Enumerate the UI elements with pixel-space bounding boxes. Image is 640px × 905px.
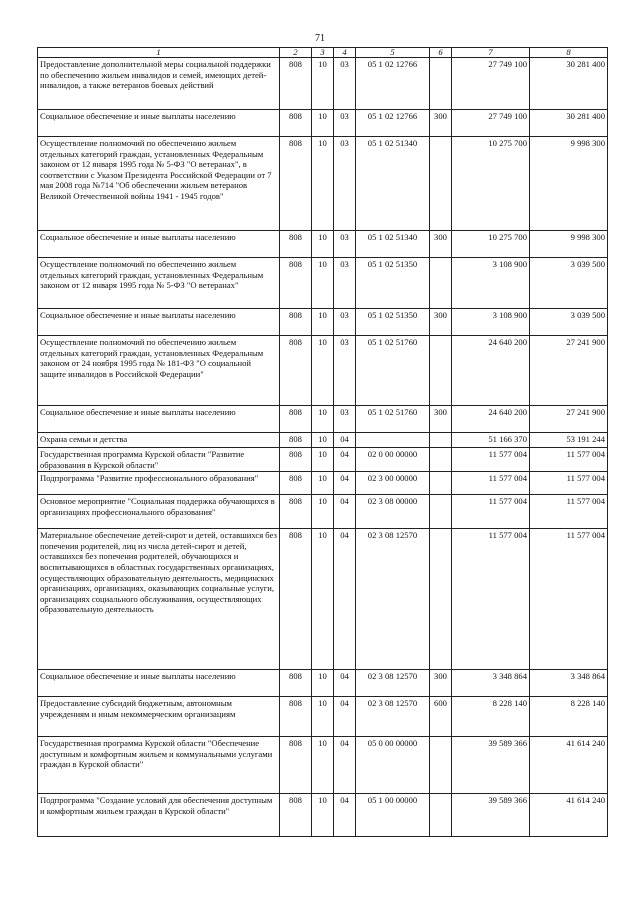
section-code: 10	[312, 336, 334, 406]
expense-type-code	[430, 794, 452, 837]
amount-year-2: 11 577 004	[530, 448, 608, 472]
subsection-code: 03	[334, 406, 356, 433]
expense-type-code	[430, 737, 452, 794]
target-article-code: 02 0 00 00000	[356, 448, 430, 472]
target-article-code: 02 3 00 00000	[356, 472, 430, 495]
section-code: 10	[312, 670, 334, 697]
ministry-code: 808	[280, 794, 312, 837]
expense-type-code	[430, 529, 452, 670]
section-code: 10	[312, 137, 334, 231]
table-row	[38, 433, 608, 448]
table-row	[38, 472, 608, 495]
section-code: 10	[312, 231, 334, 258]
expense-type-code	[430, 58, 452, 110]
budget-table	[37, 47, 608, 837]
subsection-code: 03	[334, 336, 356, 406]
row-description: Подпрограмма "Создание условий для обеспечения доступным и комфортным жильем граждан в Курской области"	[38, 794, 280, 837]
amount-year-1: 24 640 200	[452, 406, 530, 433]
amount-year-1: 10 275 700	[452, 231, 530, 258]
amount-year-2: 11 577 004	[530, 529, 608, 670]
section-code: 10	[312, 794, 334, 837]
amount-year-1: 11 577 004	[452, 472, 530, 495]
ministry-code: 808	[280, 258, 312, 309]
section-code: 10	[312, 529, 334, 670]
section-code: 10	[312, 309, 334, 336]
amount-year-1: 3 108 900	[452, 309, 530, 336]
expense-type-code: 300	[430, 670, 452, 697]
table-row	[38, 110, 608, 137]
column-header: 2	[280, 48, 312, 58]
subsection-code: 04	[334, 794, 356, 837]
amount-year-1: 11 577 004	[452, 448, 530, 472]
table-row	[38, 495, 608, 529]
amount-year-2: 11 577 004	[530, 495, 608, 529]
amount-year-2: 9 998 300	[530, 231, 608, 258]
amount-year-2: 27 241 900	[530, 406, 608, 433]
section-code: 10	[312, 697, 334, 737]
target-article-code: 02 3 08 12570	[356, 697, 430, 737]
ministry-code: 808	[280, 406, 312, 433]
amount-year-2: 3 348 864	[530, 670, 608, 697]
section-code: 10	[312, 737, 334, 794]
target-article-code: 05 1 02 51760	[356, 406, 430, 433]
row-description: Социальное обеспечение и иные выплаты населению	[38, 406, 280, 433]
ministry-code: 808	[280, 697, 312, 737]
subsection-code: 03	[334, 110, 356, 137]
expense-type-code: 300	[430, 309, 452, 336]
amount-year-2: 41 614 240	[530, 794, 608, 837]
section-code: 10	[312, 433, 334, 448]
section-code: 10	[312, 495, 334, 529]
expense-type-code	[430, 433, 452, 448]
row-description: Материальное обеспечение детей-сирот и детей, оставшихся без попечения родителей, лиц из числа детей-сирот и детей, оставшихся без попечения родителей, обучающихся и воспитывающихся в областных государственных организациях, осуществляющих образовательную деятельность, медицинских организациях, организациях, оказывающих социальные услуги, организациях социального обслуживания, осуществляющих образовательную деятельность	[38, 529, 280, 670]
row-description: Осуществление полномочий по обеспечению жильем отдельных категорий граждан, установленных Федеральным законом от 12 января 1995 года № 5-ФЗ "О ветеранах", в соответствии с Указом Президента Российской Федерации от 7 мая 2008 года №714 "Об обеспечении жильем ветеранов Великой Отечественной войны 1941 - 1945 годов"	[38, 137, 280, 231]
subsection-code: 03	[334, 58, 356, 110]
table-row	[38, 670, 608, 697]
ministry-code: 808	[280, 336, 312, 406]
amount-year-2: 30 281 400	[530, 58, 608, 110]
subsection-code: 03	[334, 258, 356, 309]
subsection-code: 03	[334, 231, 356, 258]
column-header: 8	[530, 48, 608, 58]
subsection-code: 04	[334, 670, 356, 697]
expense-type-code: 300	[430, 406, 452, 433]
ministry-code: 808	[280, 495, 312, 529]
ministry-code: 808	[280, 110, 312, 137]
column-header: 7	[452, 48, 530, 58]
table-row	[38, 448, 608, 472]
table-row	[38, 529, 608, 670]
amount-year-1: 27 749 100	[452, 110, 530, 137]
subsection-code: 03	[334, 137, 356, 231]
amount-year-1: 27 749 100	[452, 58, 530, 110]
ministry-code: 808	[280, 433, 312, 448]
target-article-code: 05 1 00 00000	[356, 794, 430, 837]
ministry-code: 808	[280, 737, 312, 794]
column-header: 1	[38, 48, 280, 58]
row-description: Охрана семьи и детства	[38, 433, 280, 448]
ministry-code: 808	[280, 58, 312, 110]
column-header-row	[38, 48, 608, 58]
row-description: Социальное обеспечение и иные выплаты населению	[38, 670, 280, 697]
table-row	[38, 137, 608, 231]
subsection-code: 03	[334, 309, 356, 336]
amount-year-1: 11 577 004	[452, 529, 530, 670]
subsection-code: 04	[334, 433, 356, 448]
expense-type-code	[430, 495, 452, 529]
ministry-code: 808	[280, 448, 312, 472]
ministry-code: 808	[280, 231, 312, 258]
target-article-code: 05 1 02 51760	[356, 336, 430, 406]
amount-year-1: 8 228 140	[452, 697, 530, 737]
amount-year-2: 27 241 900	[530, 336, 608, 406]
column-header: 6	[430, 48, 452, 58]
amount-year-2: 30 281 400	[530, 110, 608, 137]
row-description: Государственная программа Курской области "Обеспечение доступным и комфортным жильем и коммунальными услугами граждан в Курской области"	[38, 737, 280, 794]
amount-year-2: 3 039 500	[530, 258, 608, 309]
ministry-code: 808	[280, 472, 312, 495]
table-row	[38, 794, 608, 837]
expense-type-code	[430, 448, 452, 472]
target-article-code: 05 1 02 51350	[356, 309, 430, 336]
ministry-code: 808	[280, 309, 312, 336]
amount-year-2: 3 039 500	[530, 309, 608, 336]
target-article-code: 02 3 08 12570	[356, 529, 430, 670]
amount-year-1: 10 275 700	[452, 137, 530, 231]
ministry-code: 808	[280, 137, 312, 231]
page-number: 71	[315, 33, 325, 44]
subsection-code: 04	[334, 472, 356, 495]
amount-year-2: 11 577 004	[530, 472, 608, 495]
amount-year-2: 41 614 240	[530, 737, 608, 794]
amount-year-2: 9 998 300	[530, 137, 608, 231]
row-description: Социальное обеспечение и иные выплаты населению	[38, 231, 280, 258]
expense-type-code: 300	[430, 110, 452, 137]
section-code: 10	[312, 406, 334, 433]
section-code: 10	[312, 110, 334, 137]
row-description: Государственная программа Курской области "Развитие образования в Курской области"	[38, 448, 280, 472]
section-code: 10	[312, 472, 334, 495]
row-description: Осуществление полномочий по обеспечению жильем отдельных категорий граждан, установленных Федеральным законом от 12 января 1995 года № 5-ФЗ "О ветеранах"	[38, 258, 280, 309]
column-header: 3	[312, 48, 334, 58]
expense-type-code	[430, 258, 452, 309]
amount-year-1: 39 589 366	[452, 794, 530, 837]
row-description: Социальное обеспечение и иные выплаты населению	[38, 309, 280, 336]
amount-year-1: 51 166 370	[452, 433, 530, 448]
target-article-code: 05 1 02 51340	[356, 231, 430, 258]
section-code: 10	[312, 258, 334, 309]
subsection-code: 04	[334, 529, 356, 670]
table-row	[38, 258, 608, 309]
amount-year-2: 8 228 140	[530, 697, 608, 737]
expense-type-code	[430, 336, 452, 406]
expense-type-code: 600	[430, 697, 452, 737]
amount-year-1: 39 589 366	[452, 737, 530, 794]
target-article-code: 05 1 02 12766	[356, 110, 430, 137]
amount-year-1: 24 640 200	[452, 336, 530, 406]
table-row	[38, 737, 608, 794]
target-article-code: 05 0 00 00000	[356, 737, 430, 794]
row-description: Основное мероприятие "Социальная поддержка обучающихся в организациях профессионального образования"	[38, 495, 280, 529]
amount-year-2: 53 191 244	[530, 433, 608, 448]
table-row	[38, 406, 608, 433]
column-header: 5	[356, 48, 430, 58]
expense-type-code	[430, 472, 452, 495]
target-article-code	[356, 433, 430, 448]
row-description: Осуществление полномочий по обеспечению жильем отдельных категорий граждан, установленных Федеральным законом от 24 ноября 1995 года № 181-ФЗ "О социальной защите инвалидов в Российской Федерации"	[38, 336, 280, 406]
amount-year-1: 3 108 900	[452, 258, 530, 309]
subsection-code: 04	[334, 737, 356, 794]
expense-type-code: 300	[430, 231, 452, 258]
amount-year-1: 11 577 004	[452, 495, 530, 529]
subsection-code: 04	[334, 495, 356, 529]
target-article-code: 02 3 08 00000	[356, 495, 430, 529]
subsection-code: 04	[334, 448, 356, 472]
row-description: Предоставление дополнительной меры социальной поддержки по обеспечению жильем инвалидов и семей, имеющих детей-инвалидов, а также ветеранов боевых действий	[38, 58, 280, 110]
target-article-code: 05 1 02 12766	[356, 58, 430, 110]
ministry-code: 808	[280, 670, 312, 697]
amount-year-1: 3 348 864	[452, 670, 530, 697]
target-article-code: 05 1 02 51350	[356, 258, 430, 309]
row-description: Социальное обеспечение и иные выплаты населению	[38, 110, 280, 137]
target-article-code: 05 1 02 51340	[356, 137, 430, 231]
target-article-code: 02 3 08 12570	[356, 670, 430, 697]
row-description: Предоставление субсидий бюджетным, автономным учреждениям и иным некоммерческим организациям	[38, 697, 280, 737]
table-row	[38, 697, 608, 737]
table-row	[38, 231, 608, 258]
section-code: 10	[312, 58, 334, 110]
row-description: Подпрограмма "Развитие профессионального образования"	[38, 472, 280, 495]
table-row	[38, 309, 608, 336]
column-header: 4	[334, 48, 356, 58]
table-row	[38, 336, 608, 406]
section-code: 10	[312, 448, 334, 472]
expense-type-code	[430, 137, 452, 231]
subsection-code: 04	[334, 697, 356, 737]
ministry-code: 808	[280, 529, 312, 670]
table-row	[38, 58, 608, 110]
